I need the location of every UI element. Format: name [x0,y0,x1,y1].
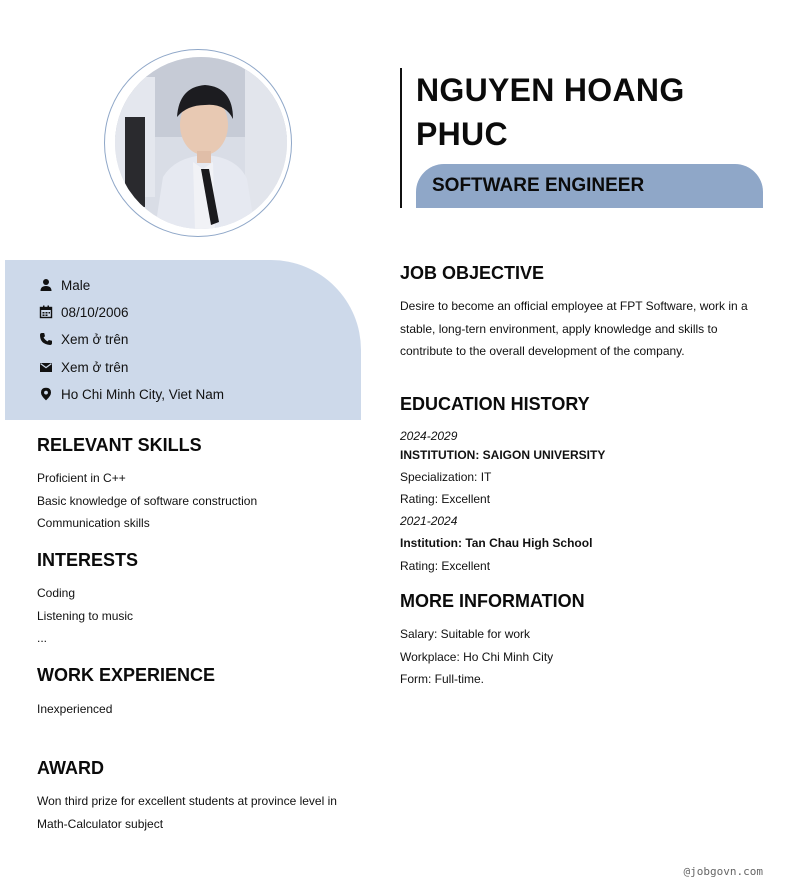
contact-phone [38,329,128,349]
education-institution: Institution: Tan Chau High School [400,536,593,550]
objective-line: Desire to become an official employee at FPT Software, work in a [400,299,748,313]
list-item: Communication skills [37,516,150,530]
name-line: PHUC [416,116,508,152]
name-line: NGUYEN HOANG [416,72,685,108]
education-rating: Rating: Excellent [400,492,491,506]
list-item: Coding [37,586,76,600]
header-rule [400,68,402,208]
skills-list [37,467,257,535]
mail-icon [38,359,54,375]
education-heading: EDUCATION HISTORY [400,394,590,414]
award-text [37,790,337,835]
objective-text [400,295,770,363]
job-title: SOFTWARE ENGINEER [432,175,645,196]
list-item: Salary: Suitable for work [400,627,531,641]
work-text: Inexperienced [37,702,113,716]
education-specialization: Specialization: IT [400,470,492,484]
skills-heading: RELEVANT SKILLS [37,435,202,455]
contact-gender [38,275,90,295]
list-item: Form: Full-time. [400,672,484,686]
objective-heading: JOB OBJECTIVE [400,263,545,283]
education-period: 2024-2029 [400,429,458,443]
calendar-icon [38,304,54,320]
watermark: @jobgovn.com [683,865,763,878]
award-line: Won third prize for excellent students at province level in [37,794,337,808]
candidate-name [416,68,776,156]
interests-list [37,582,133,650]
location-pin-icon [38,386,54,402]
award-line: Math-Calculator subject [37,816,164,831]
more-info-heading: MORE INFORMATION [400,591,585,611]
contact-birthdate-text: 08/10/2006 [61,304,129,320]
job-title-band [416,164,763,208]
contact-address [38,384,224,404]
phone-icon [38,331,54,347]
more-info-list [400,623,553,691]
education-institution: INSTITUTION: SAIGON UNIVERSITY [400,448,606,462]
avatar [115,57,287,229]
list-item: Listening to music [37,608,134,623]
list-item: ... [37,631,48,645]
award-heading: AWARD [37,758,104,778]
education-list [400,428,605,577]
person-icon [38,277,54,293]
list-item: Basic knowledge of software construction [37,493,258,508]
contact-gender-text: Male [61,277,91,293]
contact-birthdate [38,302,129,322]
contact-email-text: Xem ở trên [61,359,129,375]
list-item: Workplace: Ho Chi Minh City [400,649,554,664]
list-item: Proficient in C++ [37,471,126,485]
contact-email [38,357,128,377]
work-heading: WORK EXPERIENCE [37,665,216,685]
education-rating: Rating: Excellent [400,559,491,573]
contact-address-text: Ho Chi Minh City, Viet Nam [61,386,225,402]
objective-line: stable, long-tern environment, apply knowledge and skills to [400,321,718,336]
objective-line: contribute to the overall development of the company. [400,344,685,358]
interests-heading: INTERESTS [37,550,139,570]
education-period: 2021-2024 [400,514,458,528]
contact-phone-text: Xem ở trên [61,331,129,347]
